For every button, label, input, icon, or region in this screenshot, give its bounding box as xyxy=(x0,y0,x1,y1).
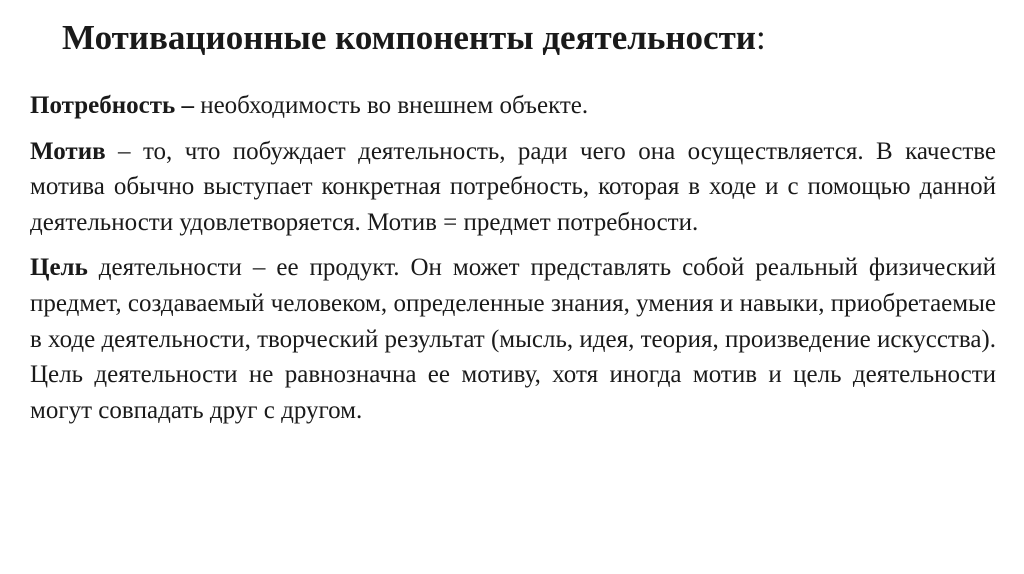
slide-title-text: Мотивационные компоненты деятельности xyxy=(62,18,756,57)
term-goal: Цель xyxy=(30,254,88,282)
definition-goal xyxy=(30,250,996,428)
definition-motive xyxy=(30,134,996,241)
definition-need xyxy=(30,88,996,124)
definition-motive-text: – то, что побуждает деятельность, ради чего она осуществляется. В качестве мотива обычно выступает конкретная потребность, которая в ходе и с помощью данной деятельности удовлетворяется. Мотив = предмет потребности. xyxy=(30,137,996,236)
slide-title xyxy=(62,14,766,62)
slide-title-colon: : xyxy=(755,18,766,57)
term-need: Потребность – xyxy=(30,92,194,119)
definition-goal-text: деятельности – ее продукт. Он может представлять собой реальный физический предмет, создаваемый человеком, определенные знания, умения и навыки, приобретаемые в ходе деятельности, творческий результат (мысль, идея, теория, произведение искусства). Цель деятельности не равнозначна ее мотиву, хотя иногда мотив и цель деятельности могут совпадать друг с другом. xyxy=(30,254,996,424)
term-motive: Мотив xyxy=(30,137,106,165)
definition-need-text: необходимость во внешнем объекте. xyxy=(193,92,589,119)
slide-body xyxy=(30,88,996,438)
